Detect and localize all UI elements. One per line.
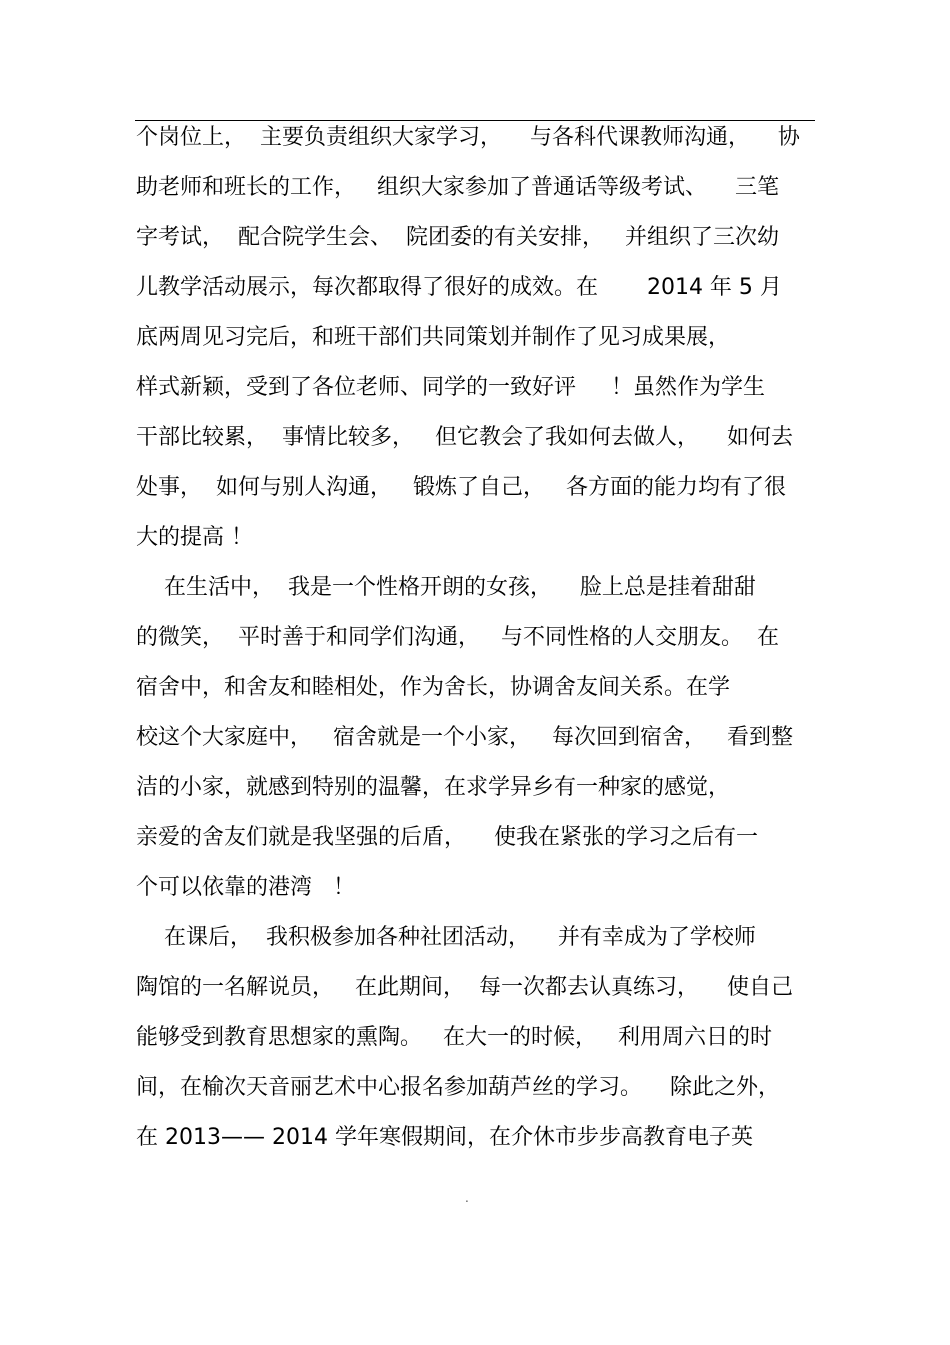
- text-line: 底两周见习完后，和班干部们共同策划并制作了见习成果展，: [136, 325, 731, 350]
- text-line: 洁的小家，就感到特别的温馨，在求学异乡有一种家的感觉，: [136, 775, 731, 800]
- text-line: 在生活中， 我是一个性格开朗的女孩， 脸上总是挂着甜甜: [136, 575, 756, 600]
- text-line: 个岗位上， 主要负责组织大家学习， 与各科代课教师沟通， 协: [136, 125, 800, 150]
- text-line: 亲爱的舍友们就是我坚强的后盾， 使我在紧张的学习之后有一: [136, 825, 758, 850]
- text-line: 的微笑， 平时善于和同学们沟通， 与不同性格的人交朋友。 在: [136, 625, 779, 650]
- text-line: 在课后， 我积极参加各种社团活动， 并有幸成为了学校师: [136, 925, 756, 950]
- text-line: 校这个大家庭中， 宿舍就是一个小家， 每次回到宿舍， 看到整: [136, 725, 793, 750]
- text-line: 宿舍中，和舍友和睦相处，作为舍长，协调舍友间关系。在学: [136, 675, 731, 700]
- text-line: 助老师和班长的工作， 组织大家参加了普通话等级考试、 三笔: [136, 175, 779, 200]
- text-line: 陶馆的一名解说员， 在此期间， 每一次都去认真练习， 使自己: [136, 975, 793, 1000]
- text-line: 儿教学活动展示，每次都取得了很好的成效。在 2014 年 5 月: [136, 275, 782, 300]
- text-line: 间，在榆次天音丽艺术中心报名参加葫芦丝的学习。 除此之外，: [136, 1075, 780, 1100]
- text-line: 能够受到教育思想家的熏陶。 在大一的时候， 利用周六日的时: [136, 1025, 772, 1050]
- document-body: [136, 120, 836, 1170]
- text-line: 处事， 如何与别人沟通， 锻炼了自己， 各方面的能力均有了很: [136, 475, 786, 500]
- text-line: 字考试， 配合院学生会、 院团委的有关安排， 并组织了三次幼: [136, 225, 779, 250]
- text-line: 个可以依靠的港湾 ！: [136, 875, 355, 900]
- text-line: 干部比较累， 事情比较多， 但它教会了我如何去做人， 如何去: [136, 425, 793, 450]
- text-line: 在 2013—— 2014 学年寒假期间，在介休市步步高教育电子英: [136, 1125, 753, 1150]
- text-line: 大的提高 ！: [136, 525, 253, 550]
- page-marker: .: [465, 1191, 469, 1205]
- text-line: 样式新颖，受到了各位老师、同学的一致好评 ！虽然作为学生: [136, 375, 765, 400]
